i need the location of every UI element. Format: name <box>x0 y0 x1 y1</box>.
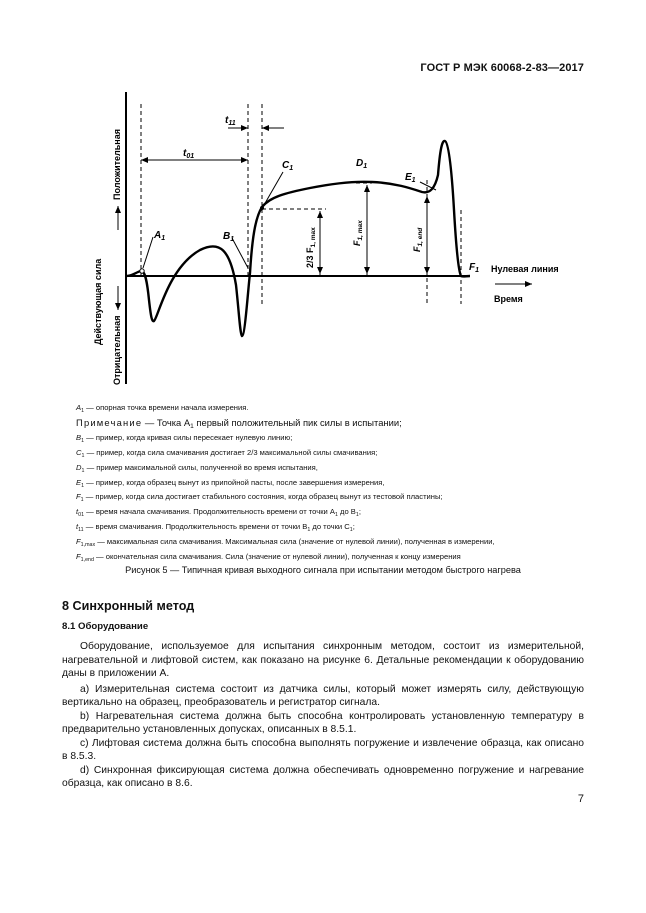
legend-item: $F_{1,end}$ — окончательная сила смачивания. Сила (значение от нулевой линии), полученная к концу измерения <box>76 552 461 564</box>
point-c-marker <box>260 206 264 210</box>
paragraph: d) Синхронная фиксирующая система должна обеспечивать одновременно погружение и нагревание образца, как описано в 8.6. <box>62 764 584 789</box>
section-title: 8 Синхронный метод <box>62 599 195 613</box>
standard-header: ГОСТ Р МЭК 60068-2-83—2017 <box>420 62 584 74</box>
point-a-label: $A_1$ <box>154 230 166 242</box>
point-b-label: $B_1$ <box>223 231 235 243</box>
time-label: Время <box>494 294 523 304</box>
point-c-label: $C_1$ <box>282 160 294 172</box>
paragraph: Оборудование, используемое для испытания синхронным методом, состоит из измерительной, нагревательной и лифтовой систем, как показано на рисунке 6. Детальные рекомендации к оборудованию даны в приложении А. <box>62 641 584 679</box>
legend-item: $E_1$ — пример, когда образец вынут из припойной пасты, после завершения измерения, <box>76 477 385 489</box>
legend-item: $D_1$ — пример максимальной силы, полученной во время испытания, <box>76 462 318 474</box>
legend-item: $C_1$ — пример, когда сила смачивания достигает 2/3 максимальной силы смачивания; <box>76 447 378 459</box>
subsection-title: 8.1 Оборудование <box>62 621 149 632</box>
point-d-label: $D_1$ <box>356 158 368 170</box>
section-body <box>62 640 584 791</box>
figure-legend <box>76 401 596 565</box>
dashed-guides <box>141 104 461 304</box>
wetting-force-figure <box>0 0 646 400</box>
page-number: 7 <box>577 793 584 805</box>
legend-item: $A_1$ — опорная точка времени начала измерения. <box>76 403 249 414</box>
fmax-label: $F_{1, max}$ <box>352 220 364 246</box>
legend-item: $B_1$ — пример, когда кривая силы пересекает нулевую линию; <box>76 432 293 444</box>
paragraph: b) Нагревательная система должна быть способна контролировать установленную температуру в предварительно установленных допусках, описанных в 8.5.1. <box>62 710 584 735</box>
legend-item: $F_1$ — пример, когда сила достигает стабильного состояния, когда образец вынут из тестовой пластины; <box>76 492 443 504</box>
point-e-label: $E_1$ <box>405 172 416 184</box>
label-pointers <box>143 172 436 268</box>
negative-label: Отрицательная <box>112 315 122 385</box>
legend-item: $F_{1,max}$ — максимальная сила смачивания. Максимальная сила (значение от нулевой линии), полученная в измерении, <box>76 537 495 549</box>
positive-label: Положительная <box>112 129 122 200</box>
figure-caption: Рисунок 5 — Типичная кривая выходного сигнала при испытании методом быстрого нагрева <box>125 565 521 575</box>
zero-line-label: Нулевая линия <box>491 264 559 274</box>
point-f-label: $F_1$ <box>469 262 480 274</box>
legend-note: Примечание — Точка $A_1$ первый положительный пик силы в испытании; <box>76 416 402 430</box>
paragraph: a) Измерительная система состоит из датчика силы, который может измерять силу, действующую вертикально на образец, преобразователь и регистратор сигнала. <box>62 683 584 708</box>
t01-label: $t_{01}$ <box>183 148 195 160</box>
two-thirds-label: 2/3 $F_{1, max}$ <box>305 227 317 268</box>
fend-label: $F_{1, end}$ <box>412 227 424 252</box>
legend-item: $t_{11}$ — время смачивания. Продолжительность времени от точки $B_1$ до точки $C_1$; <box>76 522 355 534</box>
paragraph: c) Лифтовая система должна быть способна выполнять погружение и извлечение образца, как описано в 8.5.3. <box>62 737 584 762</box>
point-a-marker <box>140 269 144 273</box>
t11-label: $t_{11}$ <box>225 115 236 127</box>
y-axis-title: Действующая сила <box>93 258 103 345</box>
legend-item: $t_{01}$ — время начала смачивания. Продолжительность времени от точки $A_1$ до $B_1$; <box>76 507 361 519</box>
